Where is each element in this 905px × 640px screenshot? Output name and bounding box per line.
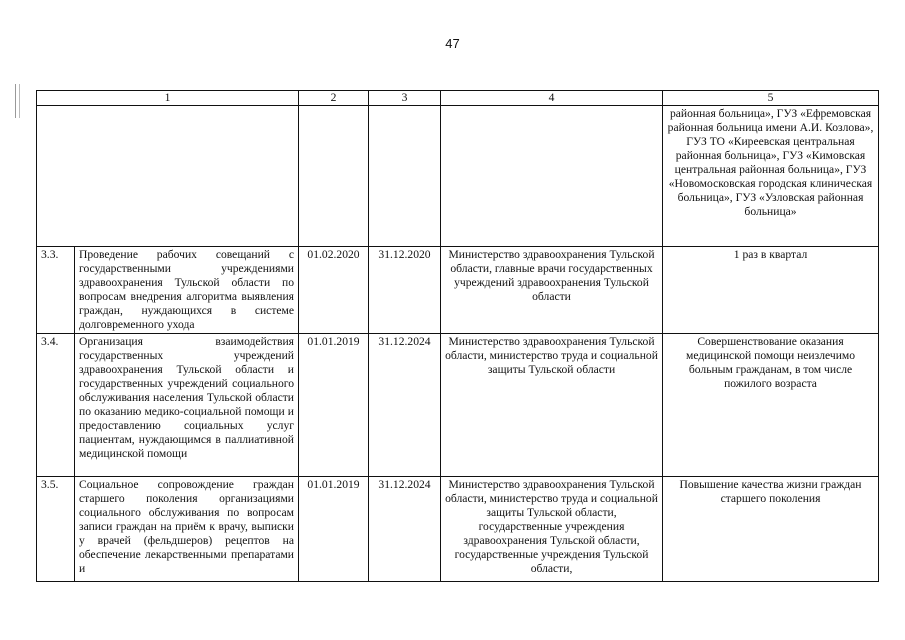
end-date: 31.12.2020 xyxy=(369,247,441,334)
cell-empty xyxy=(441,106,663,247)
header-col-3: 3 xyxy=(369,91,441,106)
table-header-row xyxy=(37,91,879,106)
margin-binding-mark xyxy=(15,84,20,118)
expected-result: 1 раз в квартал xyxy=(663,247,879,334)
measure-name: Проведение рабочих совещаний с государственными учреждениями здравоохранения Тульской области по вопросам внедрения алгоритма выявления граждан, нуждающихся в системе долговременного ухода xyxy=(75,247,299,334)
measure-name: Организация взаимодействия государственных учреждений здравоохранения Тульской области и государственных учреждений социального обслуживания населения Тульской области по оказанию медико-социальной помощи и предоставлению социальных услуг пациентам, нуждающимся в паллиативной медицинской помощи xyxy=(75,334,299,477)
continuation-row xyxy=(37,106,879,247)
cell-result-continued: районная больница», ГУЗ «Ефремовская районная больница имени А.И. Козлова», ГУЗ ТО «Киреевская центральная районная больница», ГУЗ «Кимовская центральная районная больница», ГУЗ «Новомосковская городская клиническая больница», ГУЗ «Узловская районная больница» xyxy=(663,106,879,247)
table-row xyxy=(37,477,879,582)
header-col-4: 4 xyxy=(441,91,663,106)
table-row xyxy=(37,247,879,334)
measures-table xyxy=(36,90,879,582)
start-date: 01.01.2019 xyxy=(299,477,369,582)
end-date: 31.12.2024 xyxy=(369,477,441,582)
expected-result: Повышение качества жизни граждан старшего поколения xyxy=(663,477,879,582)
executors: Министерство здравоохранения Тульской области, министерство труда и социальной защиты Тульской области xyxy=(441,334,663,477)
expected-result: Совершенствование оказания медицинской помощи неизлечимо больным гражданам, в том числе пожилого возраста xyxy=(663,334,879,477)
header-col-1: 1 xyxy=(37,91,299,106)
page-number: 47 xyxy=(445,36,460,51)
table-row xyxy=(37,334,879,477)
header-col-2: 2 xyxy=(299,91,369,106)
executors: Министерство здравоохранения Тульской области, министерство труда и социальной защиты Тульской области, государственные учреждения здравоохранения Тульской области, государственные учреждения Тульской области, xyxy=(441,477,663,582)
row-number: 3.5. xyxy=(37,477,75,582)
measure-name: Социальное сопровождение граждан старшего поколения организациями социального обслуживания по вопросам записи граждан на приём к врачу, выписки у врачей (фельдшеров) рецептов на обеспечение лекарственными препаратами и xyxy=(75,477,299,582)
row-number: 3.4. xyxy=(37,334,75,477)
cell-empty xyxy=(369,106,441,247)
start-date: 01.02.2020 xyxy=(299,247,369,334)
end-date: 31.12.2024 xyxy=(369,334,441,477)
start-date: 01.01.2019 xyxy=(299,334,369,477)
executors: Министерство здравоохранения Тульской области, главные врачи государственных учреждений здравоохранения Тульской области xyxy=(441,247,663,334)
row-number: 3.3. xyxy=(37,247,75,334)
cell-empty xyxy=(299,106,369,247)
cell-empty xyxy=(37,106,299,247)
header-col-5: 5 xyxy=(663,91,879,106)
